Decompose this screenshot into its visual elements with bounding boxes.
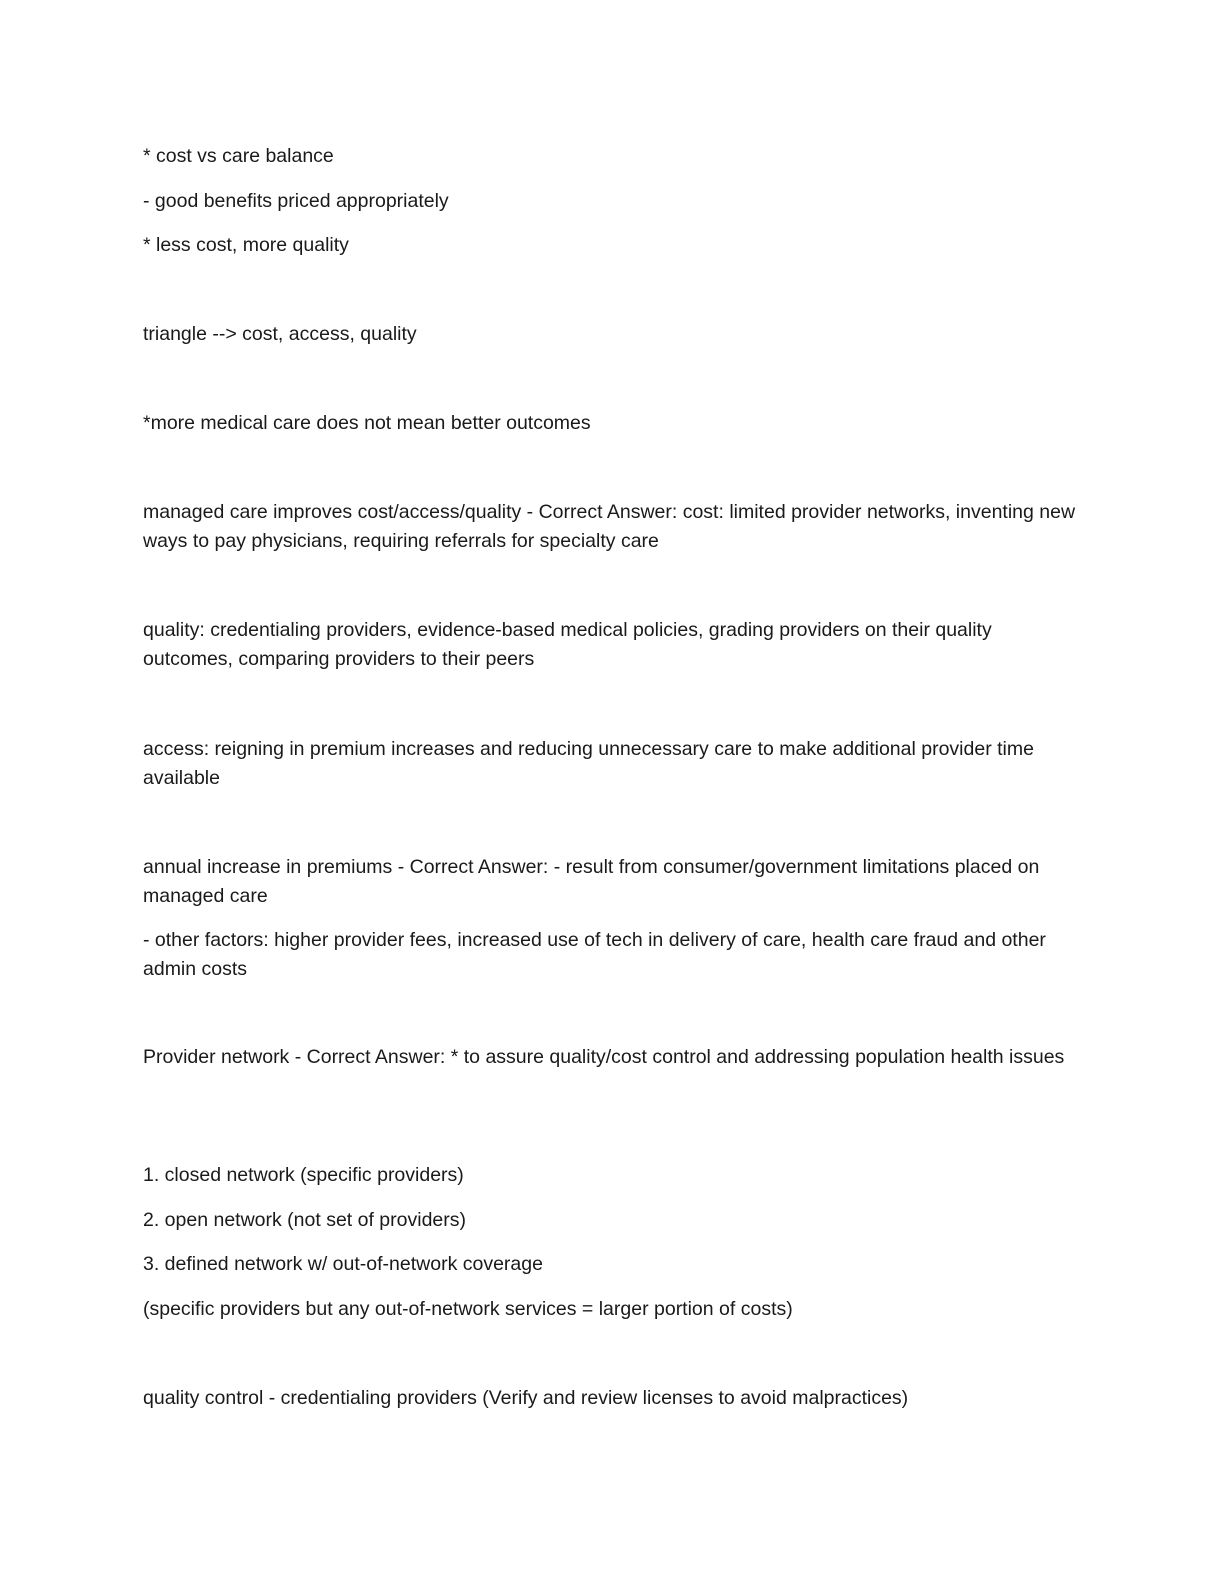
list-item-closed-network: 1. closed network (specific providers) (143, 1164, 464, 1186)
flashcard-managed-care: managed care improves cost/access/quality - Correct Answer: cost: limited provider networks, inventing new ways to pay physicians, requiring referrals for specialty care (143, 501, 1076, 552)
note-specific-providers: (specific providers but any out-of-network services = larger portion of costs) (143, 1298, 793, 1320)
list-item-open-network: 2. open network (not set of providers) (143, 1209, 466, 1231)
note-cost-vs-care: * cost vs care balance (143, 145, 334, 167)
note-access: access: reigning in premium increases and reducing unnecessary care to make additional provider time available (143, 738, 1034, 789)
note-good-benefits: - good benefits priced appropriately (143, 190, 449, 212)
flashcard-annual-increase: annual increase in premiums - Correct Answer: - result from consumer/government limitations placed on managed care (143, 856, 1040, 907)
note-less-cost: * less cost, more quality (143, 234, 349, 256)
note-triangle: triangle --> cost, access, quality (143, 323, 417, 345)
note-other-factors: - other factors: higher provider fees, increased use of tech in delivery of care, health care fraud and other admin costs (143, 929, 1046, 980)
flashcard-provider-network: Provider network - Correct Answer: * to assure quality/cost control and addressing population health issues (143, 1046, 1065, 1068)
note-more-medical-care: *more medical care does not mean better outcomes (143, 412, 591, 434)
flashcard-quality-control: quality control - credentialing providers (Verify and review licenses to avoid malpractices) (143, 1387, 909, 1409)
list-item-defined-network: 3. defined network w/ out-of-network coverage (143, 1253, 543, 1275)
note-quality: quality: credentialing providers, evidence-based medical policies, grading providers on their quality outcomes, comparing providers to their peers (143, 619, 992, 670)
